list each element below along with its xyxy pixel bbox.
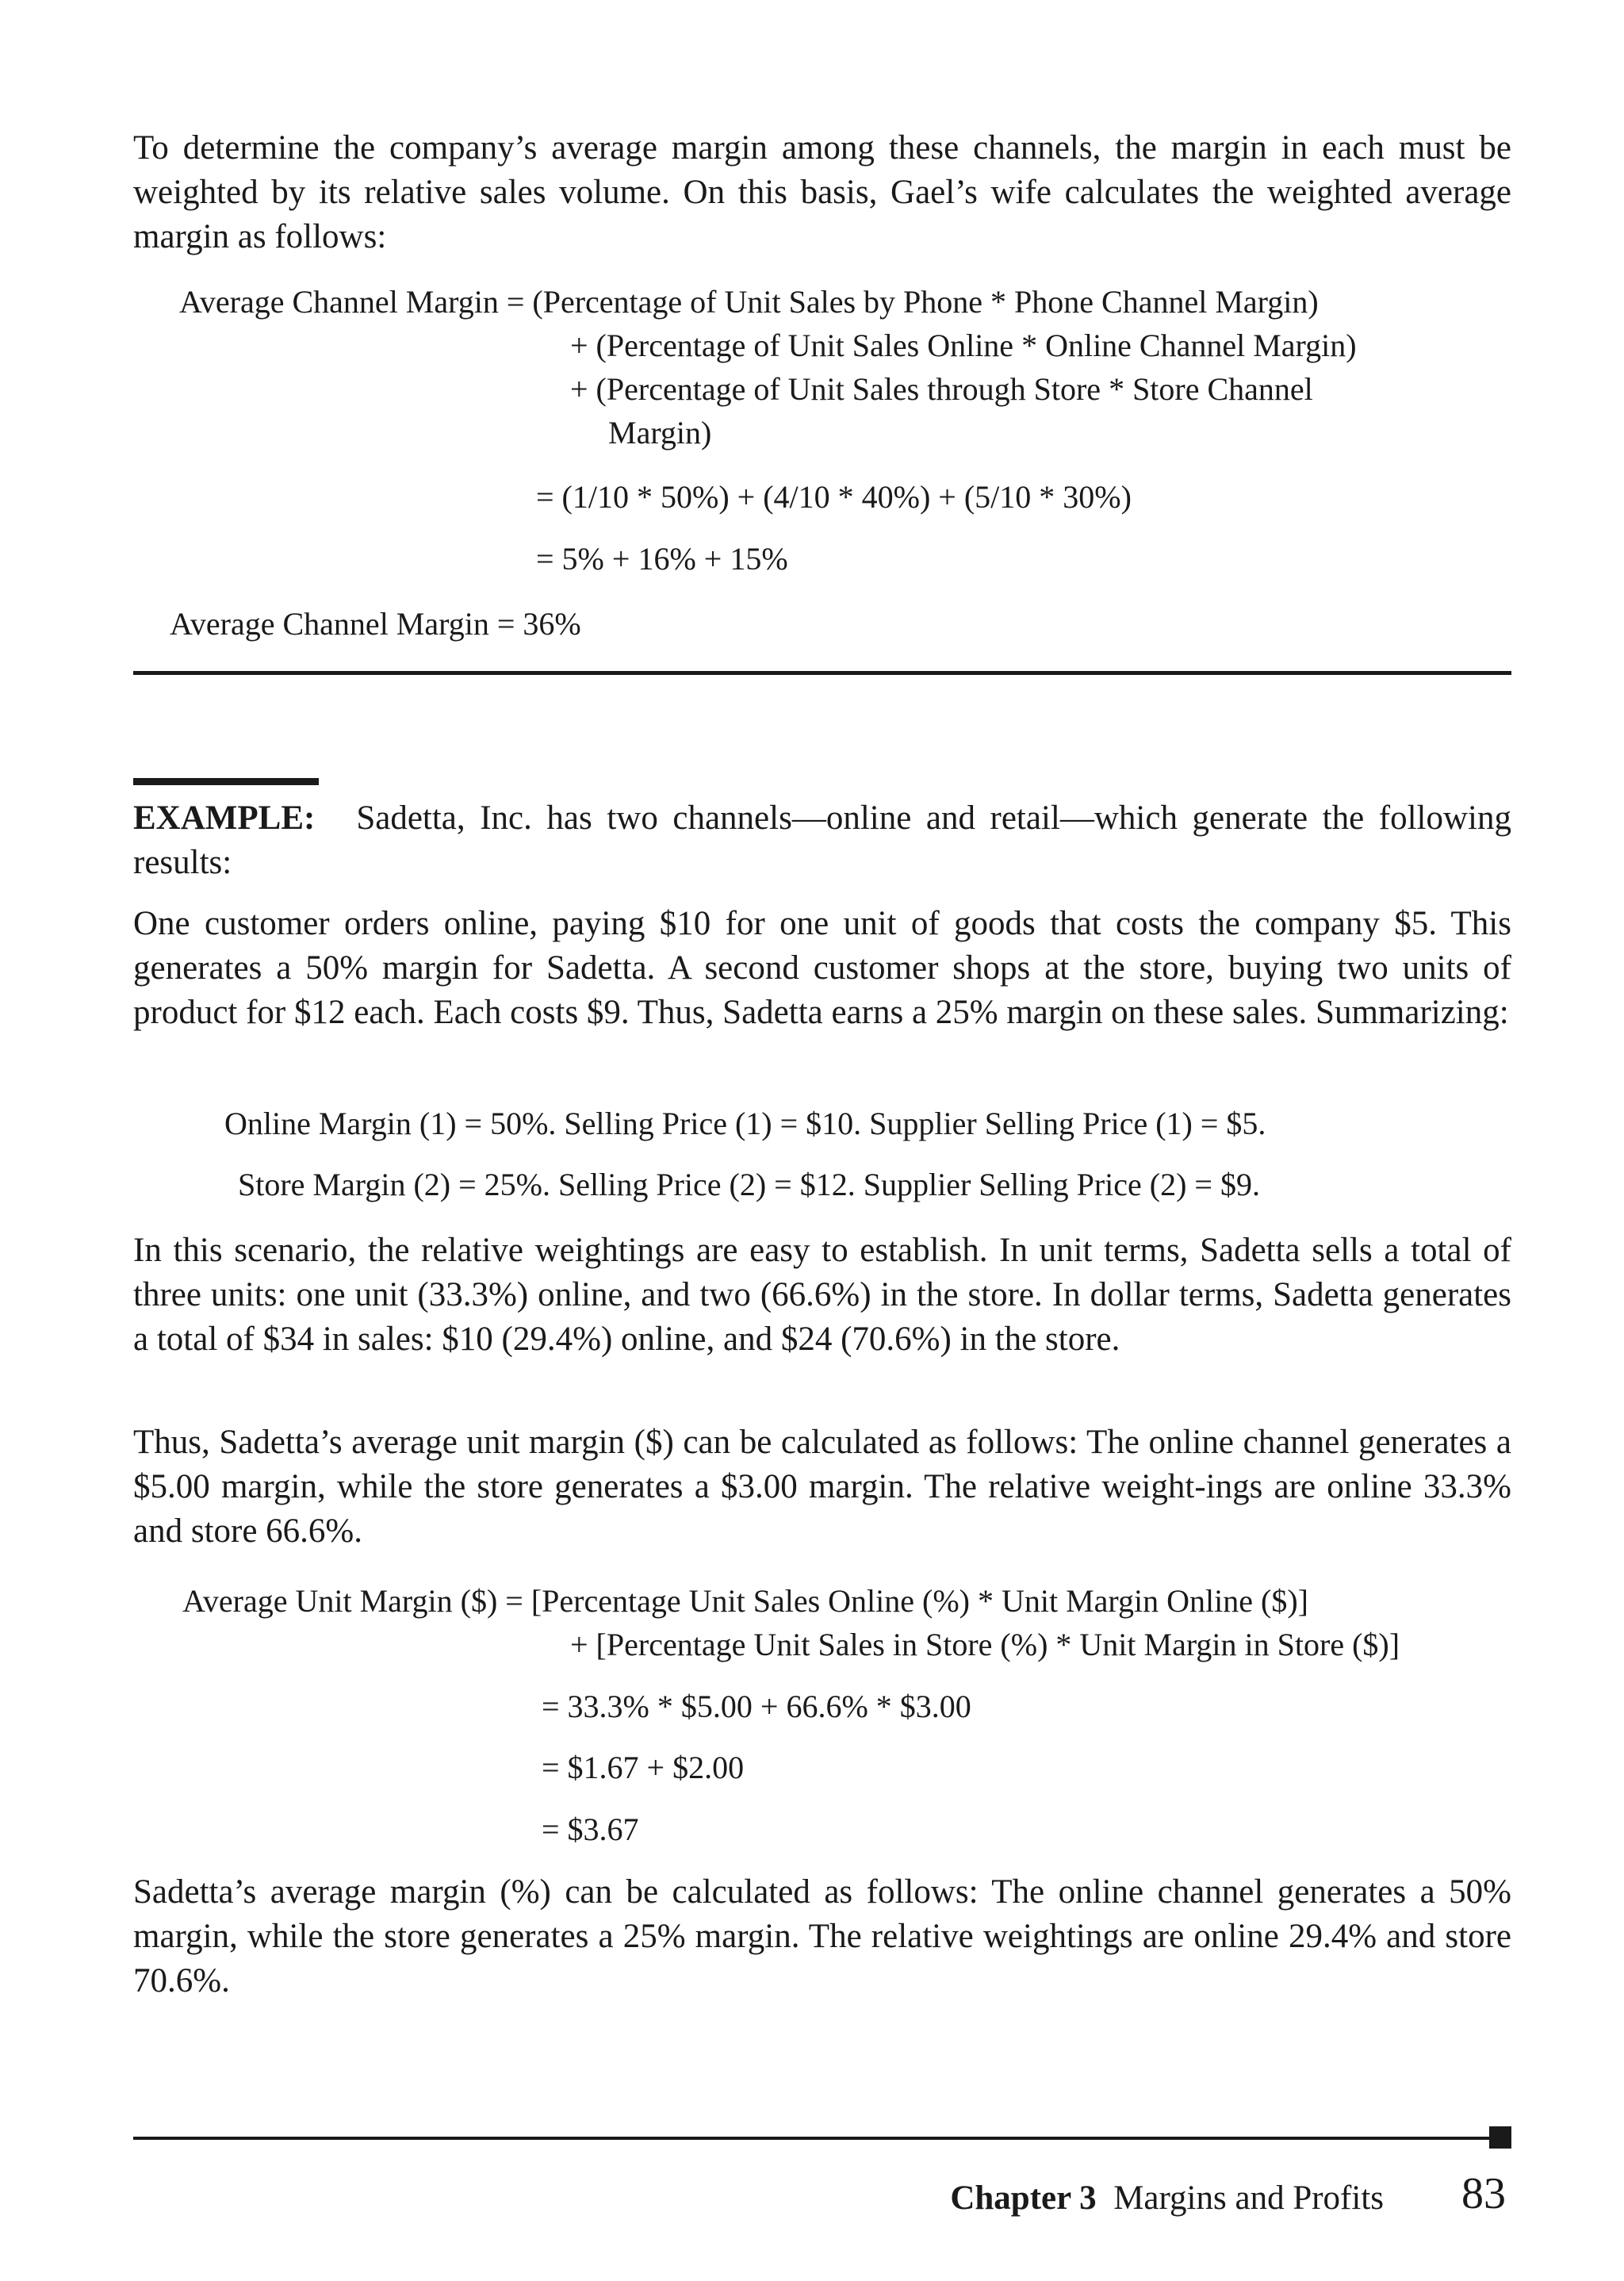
closing-paragraph: Sadetta’s average margin (%) can be calculated as follows: The online channel generates a 50% margin, while the store generates a 25% margin. The relative weightings are online 29.4% and store 70.6%. <box>133 1873 1511 1999</box>
page-number: 83 <box>1461 2169 1506 2218</box>
running-footer <box>950 2176 1384 2221</box>
footer-square-marker <box>1489 2126 1511 2149</box>
summary-store: Store Margin (2) = 25%. Selling Price (2) = $12. Supplier Selling Price (2) = $9. <box>238 1167 1260 1202</box>
channel-margin-formula-line-3: + (Percentage of Unit Sales through Store * Store Channel <box>570 371 1313 407</box>
chapter-label: Chapter 3 <box>950 2179 1097 2217</box>
section-divider <box>133 671 1511 675</box>
example-paragraph-2: In this scenario, the relative weightings are easy to establish. In unit terms, Sadetta sells a total of three units: one unit (33.3%) online, and two (66.6%) in the store. In dollar terms, Sadetta generates a total of $34 in sales: $10 (29.4%) online, and $24 (70.6%) in the store. <box>133 1232 1511 1358</box>
footer-rule <box>133 2137 1492 2140</box>
channel-margin-formula-line-2: + (Percentage of Unit Sales Online * Online Channel Margin) <box>570 328 1357 363</box>
example-label: EXAMPLE: <box>133 799 316 837</box>
intro-paragraph: To determine the company’s average margin among these channels, the margin in each must be weighted by its relative sales volume. On this basis, Gael’s wife calculates the weighted average margin as follows: <box>133 129 1511 255</box>
example-intro <box>133 796 1511 885</box>
summary-online: Online Margin (1) = 50%. Selling Price (1) = $10. Supplier Selling Price (1) = $5. <box>224 1106 1266 1141</box>
example-paragraph-3: Thus, Sadetta’s average unit margin ($) can be calculated as follows: The online channel generates a $5.00 margin, while the store generates a $3.00 margin. The relative weight-ings are online 33.3% and store 66.6%. <box>133 1424 1511 1550</box>
unit-margin-formula-line-1: Average Unit Margin ($) = [Percentage Unit Sales Online (%) * Unit Margin Online ($)] <box>182 1583 1308 1619</box>
unit-margin-step-1: = 33.3% * $5.00 + 66.6% * $3.00 <box>542 1689 971 1724</box>
channel-margin-result: Average Channel Margin = 36% <box>170 606 581 642</box>
channel-margin-formula-line-4: Margin) <box>608 415 712 450</box>
example-tab-bar <box>133 778 319 785</box>
chapter-title: Margins and Profits <box>1113 2179 1384 2217</box>
unit-margin-step-2: = $1.67 + $2.00 <box>542 1750 745 1785</box>
channel-margin-step-1: = (1/10 * 50%) + (4/10 * 40%) + (5/10 * 30%) <box>536 479 1132 515</box>
unit-margin-step-3: = $3.67 <box>542 1811 639 1847</box>
example-intro-text: Sadetta, Inc. has two channels—online and retail—which generate the following results: <box>133 799 1511 881</box>
channel-margin-formula-line-1: Average Channel Margin = (Percentage of Unit Sales by Phone * Phone Channel Margin) <box>179 284 1319 320</box>
unit-margin-formula-line-2: + [Percentage Unit Sales in Store (%) * Unit Margin in Store ($)] <box>570 1627 1400 1662</box>
channel-margin-step-2: = 5% + 16% + 15% <box>536 541 788 577</box>
example-paragraph-1: One customer orders online, paying $10 for one unit of goods that costs the company $5. This generates a 50% margin for Sadetta. A second customer shops at the store, buying two units of product for $12 each. Each costs $9. Thus, Sadetta earns a 25% margin on these sales. Summarizing: <box>133 905 1511 1031</box>
